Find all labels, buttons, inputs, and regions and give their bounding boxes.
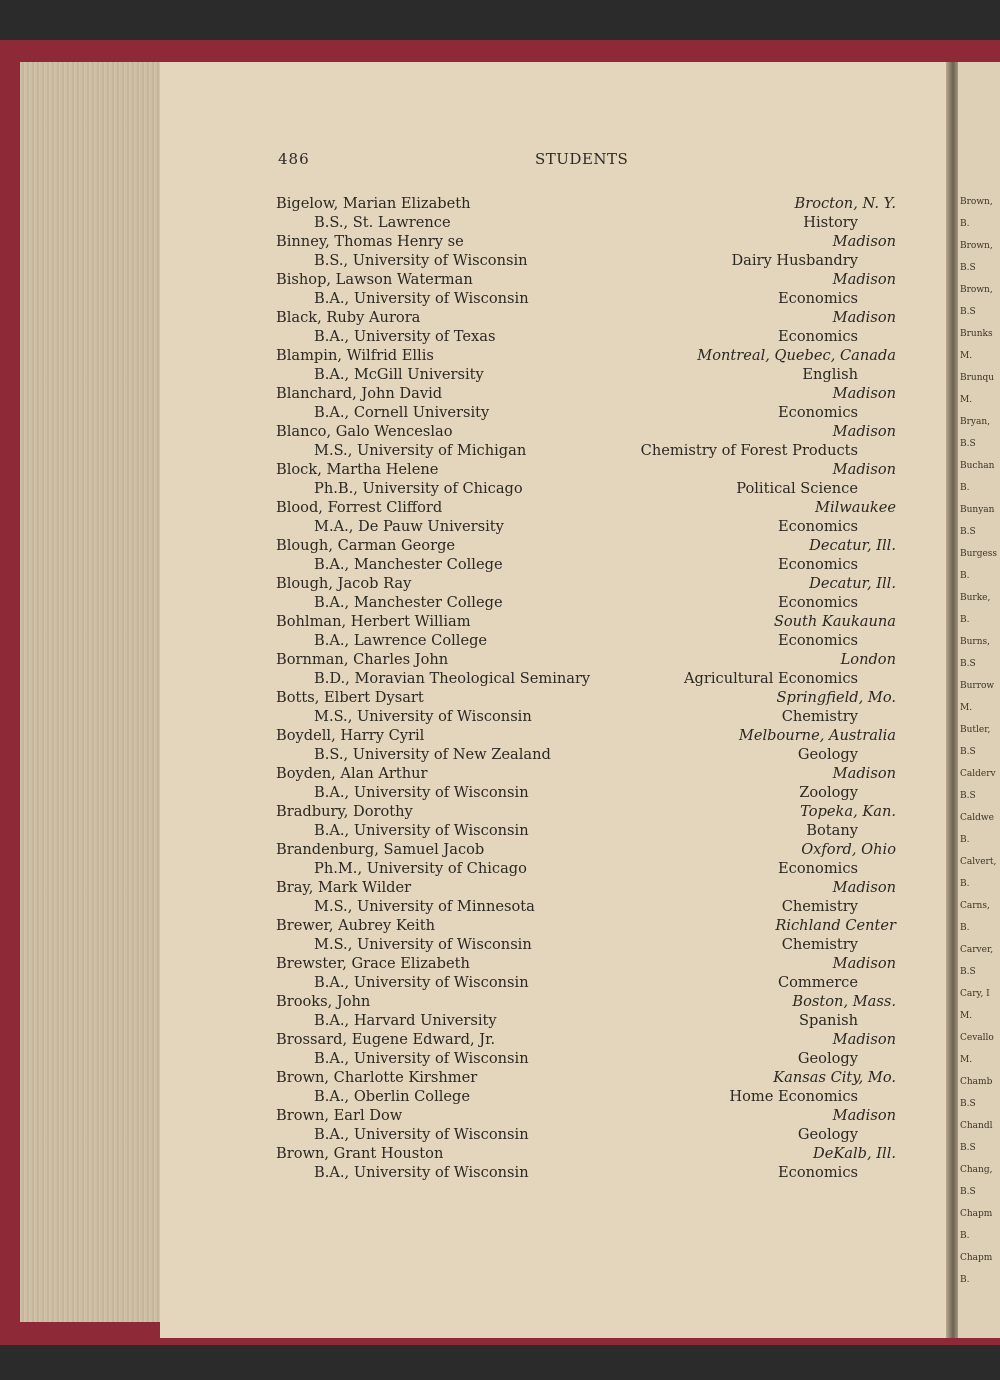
student-name: Binney, Thomas Henry se	[276, 233, 464, 250]
facing-page-text: B.S	[960, 747, 976, 757]
facing-page-text: Burgess	[960, 549, 998, 559]
student-hometown: Topeka, Kan.	[800, 803, 896, 820]
student-name-row	[276, 422, 896, 441]
student-hometown: London	[840, 651, 896, 668]
student-hometown: Melbourne, Australia	[738, 727, 896, 744]
facing-page-text: B.	[960, 879, 970, 889]
facing-page-text: M.	[960, 703, 973, 713]
facing-page-text: B.S	[960, 307, 976, 317]
facing-page-text: B.S	[960, 791, 976, 801]
student-subject: Economics	[778, 518, 858, 535]
student-name-row	[276, 992, 896, 1011]
facing-page-text: Chamb	[960, 1077, 993, 1087]
student-hometown: Madison	[832, 1031, 896, 1048]
student-degree-row	[276, 1125, 896, 1144]
student-name: Bigelow, Marian Elizabeth	[276, 195, 471, 212]
student-hometown: DeKalb, Ill.	[813, 1145, 896, 1162]
student-name: Blough, Carman George	[276, 537, 456, 554]
student-hometown: Madison	[832, 309, 896, 326]
facing-page-text: Butler,	[960, 725, 991, 735]
student-subject: Geology	[797, 746, 858, 763]
student-name: Blough, Jacob Ray	[276, 575, 412, 592]
student-name-row	[276, 1030, 896, 1049]
facing-page-text: M.	[960, 1011, 973, 1021]
student-name: Brewer, Aubrey Keith	[276, 917, 435, 934]
facing-page-text: Bryan,	[960, 417, 991, 427]
student-degree-row	[276, 365, 896, 384]
student-name: Blanco, Galo Wenceslao	[276, 423, 453, 440]
student-name-row	[276, 764, 896, 783]
student-subject: Home Economics	[729, 1088, 858, 1105]
facing-page-text: Brunqu	[960, 373, 995, 383]
facing-page-text: B.S	[960, 1187, 976, 1197]
student-hometown: Madison	[832, 955, 896, 972]
student-subject: Chemistry	[781, 936, 858, 953]
facing-page-text: Burns,	[960, 637, 990, 647]
student-degree-row	[276, 441, 896, 460]
student-degree-row	[276, 251, 896, 270]
facing-page-text: B.S	[960, 967, 976, 977]
student-subject: Geology	[797, 1126, 858, 1143]
student-degree: B.A., University of Texas	[314, 328, 496, 345]
facing-page-text: Chang,	[960, 1165, 993, 1175]
facing-page-text: B.	[960, 571, 970, 581]
student-subject: Economics	[778, 328, 858, 345]
student-name-row	[276, 498, 896, 517]
student-subject: Spanish	[799, 1012, 858, 1029]
facing-page-text: B.	[960, 923, 970, 933]
student-degree: B.A., University of Wisconsin	[314, 822, 529, 839]
student-subject: Economics	[778, 594, 858, 611]
student-hometown: Madison	[832, 271, 896, 288]
student-name-row	[276, 574, 896, 593]
page-header	[0, 150, 1000, 170]
student-name-row	[276, 1144, 896, 1163]
student-name-row	[276, 840, 896, 859]
student-name-row	[276, 194, 896, 213]
facing-page-text: Brown,	[960, 197, 993, 207]
student-hometown: Springfield, Mo.	[776, 689, 896, 706]
student-name: Bornman, Charles John	[276, 651, 449, 668]
facing-page-text: Burke,	[960, 593, 991, 603]
student-subject: English	[802, 366, 858, 383]
facing-page-text: B.S	[960, 1099, 976, 1109]
student-degree: B.A., Manchester College	[314, 556, 503, 573]
student-degree: B.D., Moravian Theological Seminary	[314, 670, 591, 687]
facing-page-fragment	[958, 62, 1000, 1338]
student-degree-row	[276, 631, 896, 650]
facing-page-text: Brown,	[960, 285, 993, 295]
student-hometown: Boston, Mass.	[792, 993, 896, 1010]
student-name-row	[276, 1106, 896, 1125]
student-hometown: Madison	[832, 1107, 896, 1124]
student-hometown: Madison	[832, 423, 896, 440]
facing-page-text: B.S	[960, 527, 976, 537]
facing-page-text: B.	[960, 1231, 970, 1241]
student-hometown: Madison	[832, 879, 896, 896]
student-degree: M.A., De Pauw University	[314, 518, 504, 535]
facing-page-text: Chapm	[960, 1209, 993, 1219]
student-name-row	[276, 460, 896, 479]
student-name-row	[276, 954, 896, 973]
facing-page-text: M.	[960, 1055, 973, 1065]
student-degree-row	[276, 669, 896, 688]
student-subject: History	[803, 214, 858, 231]
facing-page-text: Carns,	[960, 901, 990, 911]
student-degree-row	[276, 1087, 896, 1106]
student-degree: B.A., Lawrence College	[314, 632, 488, 649]
student-degree-row	[276, 897, 896, 916]
student-degree: B.A., Cornell University	[314, 404, 490, 421]
student-hometown: Madison	[832, 765, 896, 782]
student-degree-row	[276, 783, 896, 802]
student-name-row	[276, 726, 896, 745]
facing-page-text: Carver,	[960, 945, 994, 955]
student-subject: Zoology	[799, 784, 858, 801]
student-subject: Economics	[778, 290, 858, 307]
student-degree: B.A., Oberlin College	[314, 1088, 471, 1105]
student-subject: Agricultural Economics	[684, 670, 858, 687]
facing-page-text: M.	[960, 395, 973, 405]
student-hometown: Oxford, Ohio	[801, 841, 896, 858]
student-subject: Economics	[778, 556, 858, 573]
student-degree-row	[276, 593, 896, 612]
facing-page-text: Calvert,	[960, 857, 997, 867]
student-name-row	[276, 1068, 896, 1087]
student-name-row	[276, 536, 896, 555]
student-degree-row	[276, 213, 896, 232]
student-degree: B.A., McGill University	[314, 366, 484, 383]
running-title: STUDENTS	[535, 150, 629, 168]
student-hometown: Madison	[832, 385, 896, 402]
facing-page-text: B.S	[960, 659, 976, 669]
student-degree-row	[276, 403, 896, 422]
student-name: Brooks, John	[276, 993, 371, 1010]
facing-page-text: B.S	[960, 1143, 976, 1153]
student-degree: B.S., University of New Zealand	[314, 746, 551, 763]
student-degree-row	[276, 517, 896, 536]
student-degree-row	[276, 1163, 896, 1182]
student-degree: M.S., University of Wisconsin	[314, 708, 532, 725]
student-hometown: Madison	[832, 233, 896, 250]
student-degree: B.S., St. Lawrence	[314, 214, 451, 231]
facing-page-text: B.	[960, 219, 970, 229]
student-name-row	[276, 346, 896, 365]
student-degree: B.A., University of Wisconsin	[314, 784, 529, 801]
student-name: Brandenburg, Samuel Jacob	[276, 841, 485, 858]
student-name-row	[276, 270, 896, 289]
student-degree: Ph.B., University of Chicago	[314, 480, 523, 497]
student-subject: Geology	[797, 1050, 858, 1067]
student-degree: B.A., Manchester College	[314, 594, 503, 611]
page-number: 486	[278, 150, 310, 168]
facing-page-text: Brunks	[960, 329, 993, 339]
student-name: Blood, Forrest Clifford	[276, 499, 443, 516]
student-name: Block, Martha Helene	[276, 461, 439, 478]
student-hometown: Richland Center	[775, 917, 896, 934]
student-name: Bohlman, Herbert William	[276, 613, 471, 630]
student-hometown: Madison	[832, 461, 896, 478]
student-name: Blampin, Wilfrid Ellis	[276, 347, 434, 364]
facing-page-text: Cevallo	[960, 1033, 994, 1043]
facing-page-text: Calderv	[960, 769, 996, 779]
page-edges	[20, 62, 175, 1322]
student-degree: B.A., University of Wisconsin	[314, 1050, 529, 1067]
student-name-row	[276, 384, 896, 403]
facing-page-text: Chandl	[960, 1121, 993, 1131]
student-name-row	[276, 878, 896, 897]
student-name: Brown, Earl Dow	[276, 1107, 403, 1124]
student-name: Boyden, Alan Arthur	[276, 765, 428, 782]
student-degree-row	[276, 555, 896, 574]
student-degree-row	[276, 973, 896, 992]
student-name: Brown, Grant Houston	[276, 1145, 444, 1162]
student-name: Bradbury, Dorothy	[276, 803, 413, 820]
student-hometown: Kansas City, Mo.	[773, 1069, 896, 1086]
facing-page-text: Bunyan	[960, 505, 995, 515]
student-hometown: South Kaukauna	[773, 613, 896, 630]
student-name-row	[276, 802, 896, 821]
facing-page-text: B.	[960, 483, 970, 493]
student-degree: M.S., University of Minnesota	[314, 898, 535, 915]
student-degree-row	[276, 1011, 896, 1030]
student-degree-row	[276, 821, 896, 840]
facing-page-text: Brown,	[960, 241, 993, 251]
student-name: Boydell, Harry Cyril	[276, 727, 425, 744]
student-list	[276, 194, 896, 1182]
facing-page-text: B.	[960, 615, 970, 625]
student-degree: B.A., University of Wisconsin	[314, 1126, 529, 1143]
student-degree-row	[276, 859, 896, 878]
student-name-row	[276, 916, 896, 935]
facing-page-text: M.	[960, 351, 973, 361]
student-hometown: Milwaukee	[815, 499, 896, 516]
student-subject: Botany	[806, 822, 858, 839]
student-subject: Chemistry	[781, 708, 858, 725]
student-degree-row	[276, 935, 896, 954]
student-name-row	[276, 688, 896, 707]
student-degree: M.S., University of Wisconsin	[314, 936, 532, 953]
student-subject: Commerce	[777, 974, 858, 991]
facing-page-text: B.	[960, 1275, 970, 1285]
student-degree: Ph.M., University of Chicago	[314, 860, 527, 877]
facing-page-text: Burrow	[960, 681, 995, 691]
student-hometown: Decatur, Ill.	[809, 537, 896, 554]
student-hometown: Decatur, Ill.	[809, 575, 896, 592]
student-name: Botts, Elbert Dysart	[276, 689, 424, 706]
student-name: Blanchard, John David	[276, 385, 443, 402]
student-degree-row	[276, 745, 896, 764]
student-name-row	[276, 612, 896, 631]
facing-page-text: B.S	[960, 439, 976, 449]
facing-page-text: Chapm	[960, 1253, 993, 1263]
student-degree: M.S., University of Michigan	[314, 442, 527, 459]
student-degree: B.A., University of Wisconsin	[314, 974, 529, 991]
facing-page-text: B.S	[960, 263, 976, 273]
student-degree: B.A., University of Wisconsin	[314, 290, 529, 307]
student-degree: B.A., University of Wisconsin	[314, 1164, 529, 1181]
student-name-row	[276, 650, 896, 669]
student-degree-row	[276, 1049, 896, 1068]
student-subject: Economics	[778, 860, 858, 877]
student-subject: Economics	[778, 404, 858, 421]
facing-page-text: B.	[960, 835, 970, 845]
student-name: Brown, Charlotte Kirshmer	[276, 1069, 478, 1086]
student-name: Bray, Mark Wilder	[276, 879, 412, 896]
student-degree-row	[276, 289, 896, 308]
student-name: Brewster, Grace Elizabeth	[276, 955, 470, 972]
facing-page-text: Caldwe	[960, 813, 994, 823]
facing-page-text: Cary, I	[960, 989, 990, 999]
student-subject: Economics	[778, 632, 858, 649]
student-degree-row	[276, 327, 896, 346]
student-degree-row	[276, 479, 896, 498]
facing-page-text: Buchan	[960, 461, 995, 471]
student-name: Black, Ruby Aurora	[276, 309, 421, 326]
student-subject: Political Science	[736, 480, 858, 497]
student-degree: B.S., University of Wisconsin	[314, 252, 528, 269]
student-subject: Economics	[778, 1164, 858, 1181]
student-name-row	[276, 232, 896, 251]
student-name: Bishop, Lawson Waterman	[276, 271, 473, 288]
student-hometown: Brocton, N. Y.	[794, 195, 896, 212]
student-hometown: Montreal, Quebec, Canada	[697, 347, 896, 364]
student-subject: Dairy Husbandry	[731, 252, 858, 269]
student-degree: B.A., Harvard University	[314, 1012, 497, 1029]
student-subject: Chemistry	[781, 898, 858, 915]
student-name: Brossard, Eugene Edward, Jr.	[276, 1031, 496, 1048]
student-name-row	[276, 308, 896, 327]
student-degree-row	[276, 707, 896, 726]
student-subject: Chemistry of Forest Products	[640, 442, 858, 459]
